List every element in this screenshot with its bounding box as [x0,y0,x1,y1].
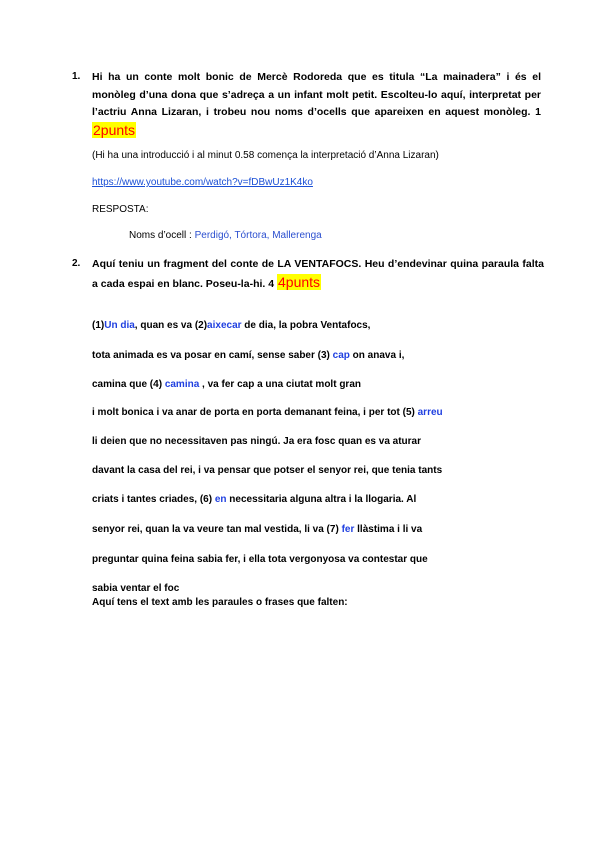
line-text: tota animada es va posar en camí, sense saber (3) [92,350,333,361]
text-line-5 [92,436,421,447]
answer-7: fer [341,524,355,535]
line-text: camina que (4) [92,379,165,390]
line-text: li deien que no necessitaven pas ningú. Ja era fosc quan es va aturar [92,436,422,447]
youtube-link[interactable]: https://www.youtube.com/watch?v=fDBwUz1K4ko [92,177,313,188]
answer-6: en [214,494,227,505]
question-2-body: Aquí teniu un fragment del conte de LA VENTAFOCS. Heu d’endevinar quina paraula falta a cada espai en blanc. Poseu-la-hi. 4 [92,258,544,290]
text-line-7 [92,494,416,505]
text-line-1 [92,320,370,331]
closing-text: Aquí tens el text amb les paraules o frases que falten: [92,597,348,608]
answer-4: camina [164,379,200,390]
answer-1: Un dia [104,320,135,331]
answer-3: cap [332,350,350,361]
text-line-9 [92,554,428,565]
text-line-8 [92,524,422,535]
line-text: sabia ventar el foc [92,583,180,594]
line-text: on anava i, [349,350,405,361]
answer-5: arreu [417,407,443,418]
birds-list: Perdigó, Tórtora, Mallerenga [194,230,322,241]
line-text: davant la casa del rei, i va pensar que potser el senyor rei, que tenia tants [92,465,443,476]
question-2-points: 4punts [278,273,321,290]
text-line-6 [92,465,442,476]
question-1-points: 2punts [93,121,136,138]
text-line-10 [92,583,179,594]
birds-answer [129,230,322,241]
text-line-3 [92,379,361,390]
line-text: llàstima i li va [354,524,423,535]
line-text: , va fer cap a una ciutat molt gran [199,379,361,390]
line-text: preguntar quina feina sabia fer, i ella tota vergonyosa va contestar que [92,554,428,565]
line-text: (1) [92,320,105,331]
line-text: , quan es va (2) [134,320,208,331]
question-1-intro: (Hi ha una introducció i al minut 0.58 comença la interpretació d’Anna Lizaran) [92,150,439,161]
answer-2: aixecar [207,320,242,331]
line-text: senyor rei, quan la va veure tan mal vestida, li va (7) [92,524,342,535]
question-1-number: 1. [72,71,81,82]
question-2-text [92,256,544,293]
line-text: necessitaria alguna altra i la llogaria. Al [226,494,417,505]
line-text: de dia, la pobra Ventafocs, [241,320,371,331]
question-1-body: Hi ha un conte molt bonic de Mercè Rodoreda que es titula “La mainadera” i és el monòleg d’una dona que s’adreça a un infant molt petit. Escolteu-lo aquí, interpretat per l’actriu Anna Lizaran, i trobeu nou noms d’ocells que apareixen en aquest monòleg. 1 [92,71,541,118]
line-text: i molt bonica i va anar de porta en porta demanant feina, i per tot (5) [92,407,418,418]
question-1-text [92,69,541,141]
birds-label: Noms d’ocell : [129,230,192,241]
line-text: criats i tantes criades, (6) [92,494,215,505]
question-2-number: 2. [72,258,81,269]
answer-label: RESPOSTA: [92,204,149,215]
text-line-4 [92,407,443,418]
text-line-2 [92,350,404,361]
